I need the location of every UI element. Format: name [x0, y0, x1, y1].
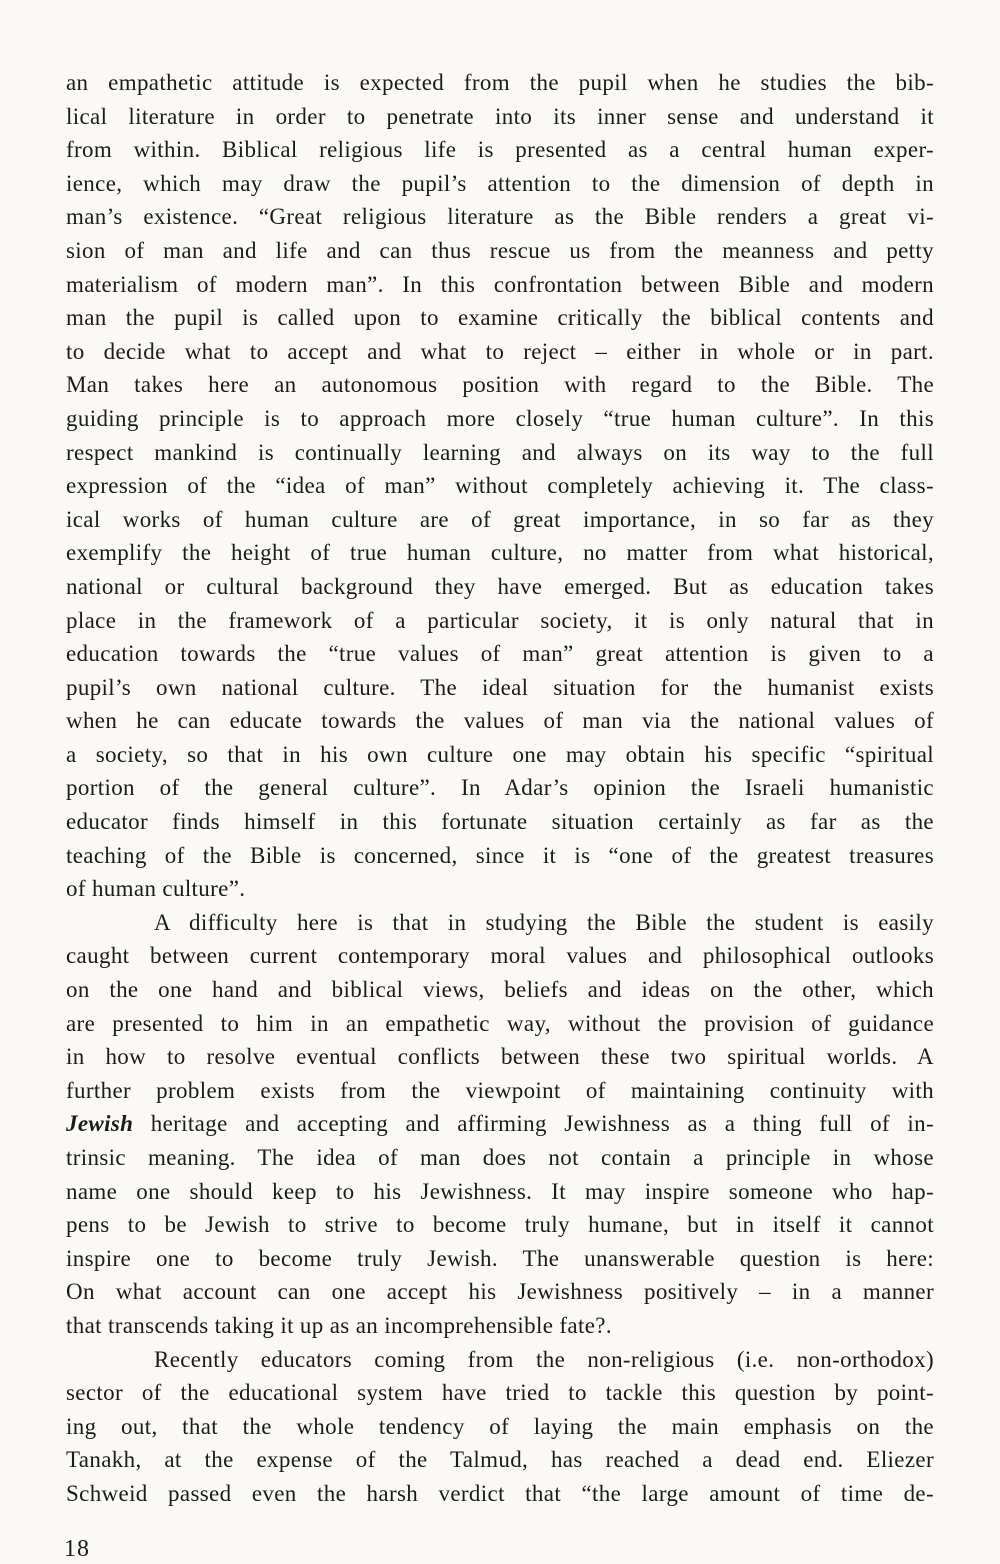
text-line: when he can educate towards the values of man via the national values of [66, 708, 934, 734]
text-line: pens to be Jewish to strive to become truly humane, but in itself it cannot [66, 1212, 934, 1238]
text-line: A difficulty here is that in studying the Bible the student is easily [154, 909, 934, 935]
text-line: expression of the “idea of man” without completely achieving it. The class- [66, 473, 934, 499]
text-line: further problem exists from the viewpoint of maintaining continuity with [66, 1077, 934, 1103]
text-line: inspire one to become truly Jewish. The unanswerable question is here: [66, 1245, 934, 1271]
text-line: materialism of modern man”. In this confrontation between Bible and modern [66, 271, 934, 297]
text-line: are presented to him in an empathetic way, without the provision of guidance [66, 1010, 934, 1036]
italic-word: Jewish [66, 1111, 134, 1137]
text-line: lical literature in order to penetrate into its inner sense and understand it [66, 103, 934, 129]
text-line: pupil’s own national culture. The ideal situation for the humanist exists [66, 674, 934, 700]
text-line: man’s existence. “Great religious literature as the Bible renders a great vi- [66, 204, 934, 230]
text-line: ical works of human culture are of great importance, in so far as they [66, 506, 934, 532]
text-line: place in the framework of a particular society, it is only natural that in [66, 607, 934, 633]
text-line: name one should keep to his Jewishness. It may inspire someone who hap- [66, 1178, 934, 1204]
text-line: national or cultural background they have emerged. But as education takes [66, 573, 934, 599]
text-line: On what account can one accept his Jewishness positively – in a manner [66, 1279, 934, 1305]
text-line: that transcends taking it up as an incomprehensible fate?. [66, 1312, 612, 1338]
page-number: 18 [64, 1536, 90, 1562]
text-line: education towards the “true values of man” great attention is given to a [66, 641, 934, 667]
text-line: sion of man and life and can thus rescue us from the meanness and petty [66, 237, 934, 263]
text-line: trinsic meaning. The idea of man does not contain a principle in whose [66, 1145, 934, 1170]
text-line: Tanakh, at the expense of the Talmud, has reached a dead end. Eliezer [66, 1447, 934, 1473]
text-line: sector of the educational system have tried to tackle this question by point- [66, 1380, 934, 1406]
text-line: educator finds himself in this fortunate situation certainly as far as the [66, 809, 934, 835]
text-line: respect mankind is continually learning and always on its way to the full [66, 439, 934, 465]
text-line: Man takes here an autonomous position with regard to the Bible. The [66, 372, 934, 398]
text-line: from within. Biblical religious life is presented as a central human exper- [66, 137, 934, 163]
text-line: Recently educators coming from the non-religious (i.e. non-orthodox) [154, 1346, 934, 1372]
text-line: on the one hand and biblical views, beliefs and ideas on the other, which [66, 977, 934, 1003]
text-line-rest: heritage and accepting and affirming Jewishness as a thing full of in- [150, 1111, 934, 1137]
text-line: to decide what to accept and what to reject – either in whole or in part. [66, 338, 934, 364]
text-line: portion of the general culture”. In Adar’s opinion the Israeli humanistic [66, 775, 934, 801]
text-line: of human culture”. [66, 876, 246, 902]
text-line: an empathetic attitude is expected from the pupil when he studies the bib- [66, 70, 934, 95]
text-line: guiding principle is to approach more closely “true human culture”. In this [66, 405, 934, 431]
text-line: exemplify the height of true human culture, no matter from what historical, [66, 540, 934, 566]
text-line: Schweid passed even the harsh verdict that “the large amount of time de- [66, 1480, 934, 1506]
text-line: a society, so that in his own culture one may obtain his specific “spiritual [66, 741, 934, 767]
text-line: teaching of the Bible is concerned, since it is “one of the greatest treasures [66, 842, 934, 868]
text-line: ing out, that the whole tendency of laying the main emphasis on the [66, 1413, 934, 1439]
text-line: in how to resolve eventual conflicts between these two spiritual worlds. A [66, 1044, 934, 1070]
text-line: caught between current contemporary moral values and philosophical outlooks [66, 943, 934, 969]
text-line [66, 1107, 934, 1141]
page-body [66, 66, 934, 1542]
text-line: man the pupil is called upon to examine critically the biblical contents and [66, 305, 934, 331]
text-line: ience, which may draw the pupil’s attention to the dimension of depth in [66, 170, 934, 196]
